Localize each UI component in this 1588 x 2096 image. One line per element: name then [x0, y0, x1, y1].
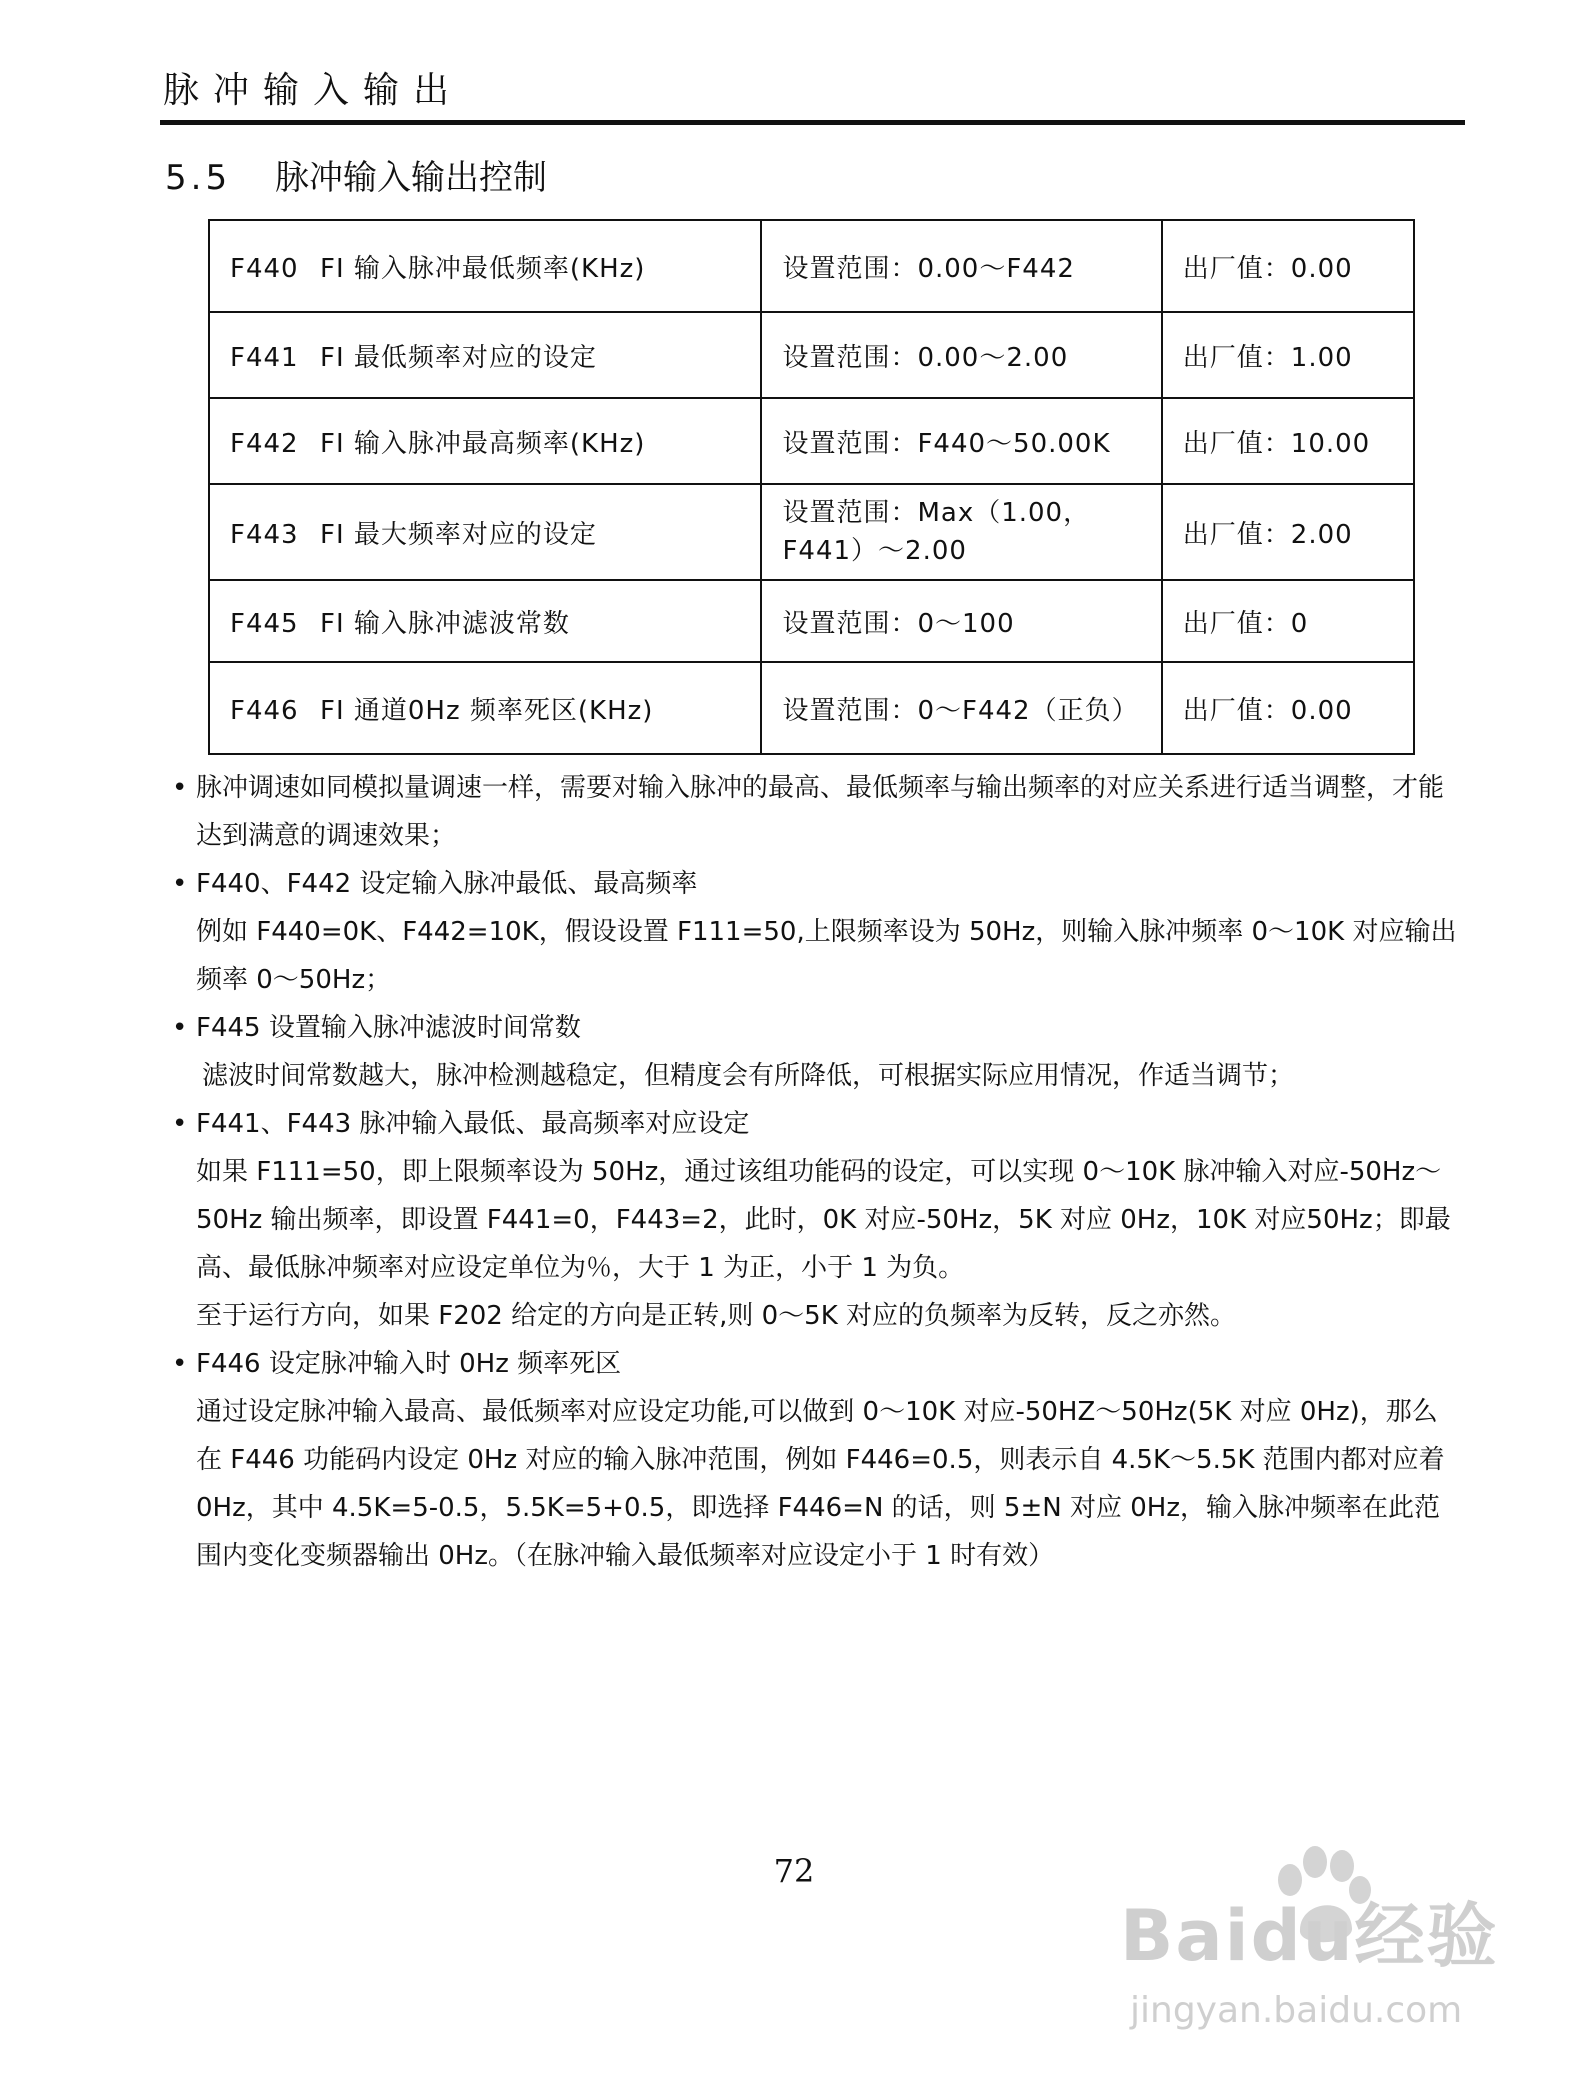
- parameter-table: [208, 219, 1415, 755]
- paragraph: 至于运行方向，如果 F202 给定的方向是正转,则 0～5K 对应的负频率为反转，反之亦然。: [196, 1301, 1237, 1331]
- table-row: [209, 484, 1414, 580]
- bullet-paragraph: • F441、F443 脉冲输入最低、最高频率对应设定: [172, 1100, 1462, 1148]
- page-number: 72: [773, 1852, 815, 1890]
- watermark-url: jingyan.baidu.com: [1130, 1990, 1463, 2031]
- param-default: 出厂值：0: [1162, 580, 1414, 662]
- running-header: 脉冲输入输出: [163, 70, 464, 111]
- param-name: FI 通道0Hz 频率死区(KHz): [320, 695, 654, 726]
- table-row: [209, 398, 1414, 484]
- param-name: FI 最大频率对应的设定: [320, 519, 597, 550]
- param-name: FI 最低频率对应的设定: [320, 342, 597, 373]
- param-name-cell: [209, 484, 761, 580]
- section-number: 5.5: [165, 158, 232, 198]
- table-row: [209, 662, 1414, 754]
- param-code: F440: [230, 253, 299, 284]
- paragraph: 如果 F111=50，即上限频率设为 50Hz，通过该组功能码的设定，可以实现 0～10K 脉冲输入对应-50Hz～50Hz 输出频率，即设置 F441=0，F443=2，此时，0K 对应-50Hz，5K 对应 0Hz，10K 对应50Hz；即最高、最低脉冲频率对应设定单位为％，大于 1 为正，小于 1 为负。: [196, 1157, 1451, 1283]
- bullet-paragraph: • F446 设定脉冲输入时 0Hz 频率死区: [172, 1340, 1462, 1388]
- table-row: [209, 580, 1414, 662]
- param-default: 出厂值：1.00: [1162, 312, 1414, 398]
- paragraph: 滤波时间常数越大，脉冲检测越稳定，但精度会有所降低，可根据实际应用情况，作适当调节；: [202, 1061, 1295, 1091]
- param-default: 出厂值：10.00: [1162, 398, 1414, 484]
- bullet-paragraph: • F445 设置输入脉冲滤波时间常数: [172, 1004, 1462, 1052]
- param-code: F442: [230, 428, 299, 459]
- header-rule: [160, 120, 1465, 125]
- section-heading: [165, 150, 547, 199]
- body-text: [172, 764, 1462, 1580]
- param-name: FI 输入脉冲滤波常数: [320, 608, 570, 639]
- param-range: 设置范围：0～F442（正负）: [761, 662, 1161, 754]
- paragraph: 通过设定脉冲输入最高、最低频率对应设定功能,可以做到 0～10K 对应-50HZ～50Hz(5K 对应 0Hz)，那么在 F446 功能码内设定 0Hz 对应的输入脉冲范围，例如 F446=0.5，则表示自 4.5K～5.5K 范围内都对应着 0Hz，其中 4.5K=5-0.5，5.5K=5+0.5，即选择 F446=N 的话，则 5±N 对应 0Hz，输入脉冲频率在此范围内变化变频器输出 0Hz。（在脉冲输入最低频率对应设定小于 1 时有效）: [196, 1397, 1445, 1571]
- param-range: 设置范围：0.00～2.00: [761, 312, 1161, 398]
- param-name-cell: [209, 398, 761, 484]
- param-name-cell: [209, 312, 761, 398]
- param-range: 设置范围：Max（1.00，F441）～2.00: [761, 484, 1161, 580]
- paragraph: 例如 F440=0K、F442=10K，假设设置 F111=50,上限频率设为 50Hz，则输入脉冲频率 0～10K 对应输出频率 0～50Hz；: [196, 917, 1457, 995]
- param-name-cell: [209, 662, 761, 754]
- bullet-paragraph: • F440、F442 设定输入脉冲最低、最高频率: [172, 860, 1462, 908]
- param-code: F441: [230, 342, 299, 373]
- param-code: F443: [230, 519, 299, 550]
- param-code: F446: [230, 695, 299, 726]
- param-default: 出厂值：0.00: [1162, 220, 1414, 312]
- table-row: [209, 312, 1414, 398]
- watermark-logo: Baidu经验: [1120, 1895, 1499, 1977]
- param-range: 设置范围：0.00～F442: [761, 220, 1161, 312]
- param-name: FI 输入脉冲最高频率(KHz): [320, 428, 646, 459]
- param-name-cell: [209, 580, 761, 662]
- baidu-watermark: [1110, 1840, 1510, 2060]
- param-default: 出厂值：2.00: [1162, 484, 1414, 580]
- section-title: 脉冲输入输出控制: [275, 158, 547, 198]
- param-range: 设置范围：F440～50.00K: [761, 398, 1161, 484]
- param-default: 出厂值：0.00: [1162, 662, 1414, 754]
- table-row: [209, 220, 1414, 312]
- bullet-paragraph: • 脉冲调速如同模拟量调速一样，需要对输入脉冲的最高、最低频率与输出频率的对应关系进行适当调整，才能达到满意的调速效果；: [172, 764, 1462, 860]
- param-code: F445: [230, 608, 299, 639]
- param-name-cell: [209, 220, 761, 312]
- param-range: 设置范围：0～100: [761, 580, 1161, 662]
- param-name: FI 输入脉冲最低频率(KHz): [320, 253, 646, 284]
